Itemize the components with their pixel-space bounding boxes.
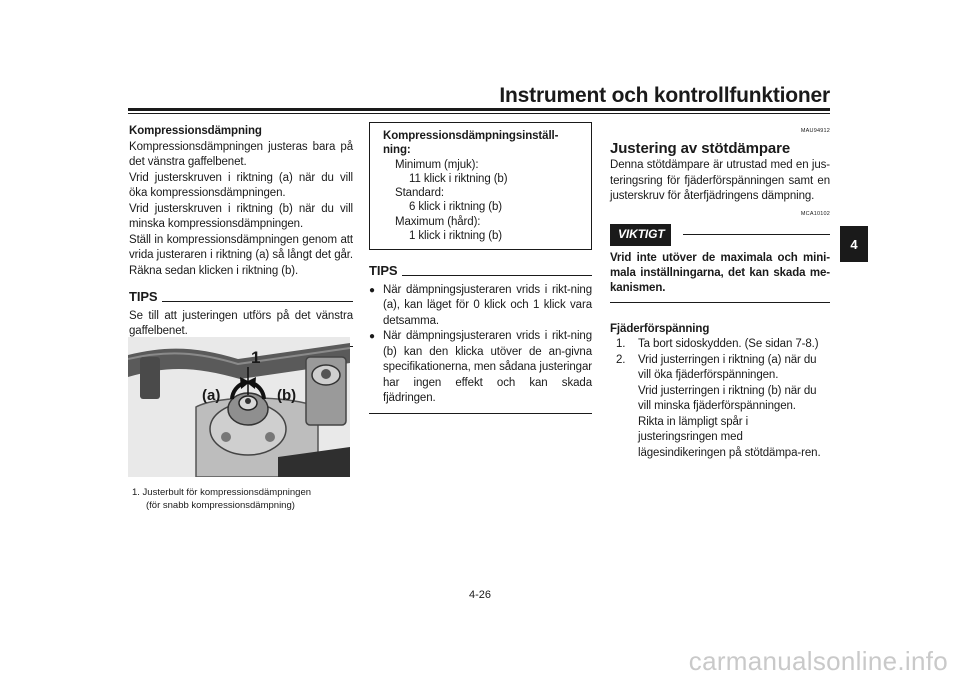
- spec-min-value: 11 klick i riktning (b): [409, 172, 508, 185]
- notice-heading: [610, 224, 830, 246]
- list-item: [610, 353, 830, 462]
- fork-adjuster-illustration: [128, 337, 350, 477]
- tips-heading: [129, 289, 353, 305]
- notice-rule: [683, 234, 830, 235]
- doc-code: MAU94912: [800, 128, 830, 134]
- tips-rule: [402, 275, 593, 276]
- column-middle: [369, 122, 592, 414]
- paragraph: Vrid justerskruven i riktning (b) när du vill minska kompressionsdämpningen.: [129, 202, 353, 230]
- notice-badge: VIKTIGT: [610, 224, 671, 246]
- spec-std-label: Standard:: [395, 187, 444, 200]
- header-rule-thin: [128, 113, 830, 114]
- figure-caption: [132, 487, 362, 512]
- paragraph: Kompressionsdämpningen justeras bara på det vänstra gaffelbenet.: [129, 140, 353, 168]
- section-title: Justering av stötdämpare: [610, 139, 791, 157]
- figure-label-1: 1: [251, 348, 261, 367]
- chapter-tab: 4: [840, 226, 868, 262]
- figure-label-b: (b): [277, 387, 297, 404]
- tips-label: TIPS: [369, 263, 398, 279]
- spec-max-label: Maximum (hård):: [395, 215, 481, 228]
- tips-text: Se till att justeringen utförs på det vänstra gaffelbenet.: [129, 309, 353, 337]
- page-number: 4-26: [468, 589, 492, 601]
- fork-figure: [128, 337, 350, 477]
- figure-label-a: (a): [202, 387, 221, 404]
- list-item: [610, 337, 830, 353]
- tips-label: TIPS: [129, 289, 158, 304]
- paragraph: Ställ in kompressionsdämpningen genom att vrida justeraren i riktning (a) så långt det går. Räkna sedan klicken i riktning (b).: [129, 233, 353, 277]
- step-text: Ta bort sidoskydden. (Se sidan 7-8.): [638, 338, 819, 350]
- tips-end-rule: [369, 413, 592, 414]
- paragraph: Vrid justerskruven i riktning (a) när du vill öka kompressionsdämpningen.: [129, 171, 353, 199]
- subheading: Fjäderförspänning: [610, 322, 710, 335]
- step-number: 1.: [616, 338, 626, 350]
- intro-paragraph: Denna stötdämpare är utrustad med en jus-teringsring för fjäderförspänningen samt en justerskruv för återfjädringens dämpning.: [610, 159, 830, 202]
- spec-title-cont: ning:: [383, 144, 411, 157]
- spec-box: [369, 122, 592, 250]
- steps-list: [610, 337, 830, 461]
- spec-min-label: Minimum (mjuk):: [395, 158, 479, 171]
- step-text: Vrid justerringen i riktning (a) när du vill öka fjäderförspänningen. Vrid justerringen i riktning (b) när du vill minska fjäderförspänningen. Rikta in lämpligt spår i justeringsringen med lägesindikeringen på stötdämpa-ren.: [638, 353, 821, 459]
- notice-text: Vrid inte utöver de maximala och mini-mala inställningarna, det kan skada me-kanismen.: [610, 251, 830, 294]
- tips-heading: [369, 263, 592, 279]
- spec-title: Kompressionsdämpningsinställ-: [383, 130, 559, 142]
- header-rule: [128, 108, 830, 111]
- column-right: [610, 124, 830, 461]
- list-item: ● När dämpningsjusteraren vrids i rikt-ning (a), kan läget för 0 klick och 1 klick vara detsamma.: [369, 283, 592, 330]
- notice-end-rule: [610, 302, 830, 303]
- spec-max-value: 1 klick i riktning (b): [409, 230, 503, 243]
- page-header-title: Instrument och kontrollfunktioner: [499, 84, 830, 107]
- watermark: carmanualsonline.info: [688, 646, 948, 676]
- caption-line-1: 1. Justerbult för kompressionsdämpningen: [132, 487, 312, 498]
- step-number: 2.: [616, 353, 626, 366]
- column-left: [129, 124, 353, 347]
- caption-line-2: (för snabb kompressionsdämpning): [146, 499, 295, 511]
- doc-code: MCA10102: [800, 210, 830, 217]
- spec-std-value: 6 klick i riktning (b): [409, 201, 503, 214]
- section-heading: Kompressionsdämpning: [129, 125, 262, 137]
- list-item: ● När dämpningsjusteraren vrids i rikt-ning (b) kan den klicka utöver de an-givna specifikationerna, men sådana justeringar har ingen effekt och kan skada fjädringen.: [369, 329, 592, 407]
- tips-rule: [162, 301, 354, 302]
- tips-list: [369, 283, 592, 407]
